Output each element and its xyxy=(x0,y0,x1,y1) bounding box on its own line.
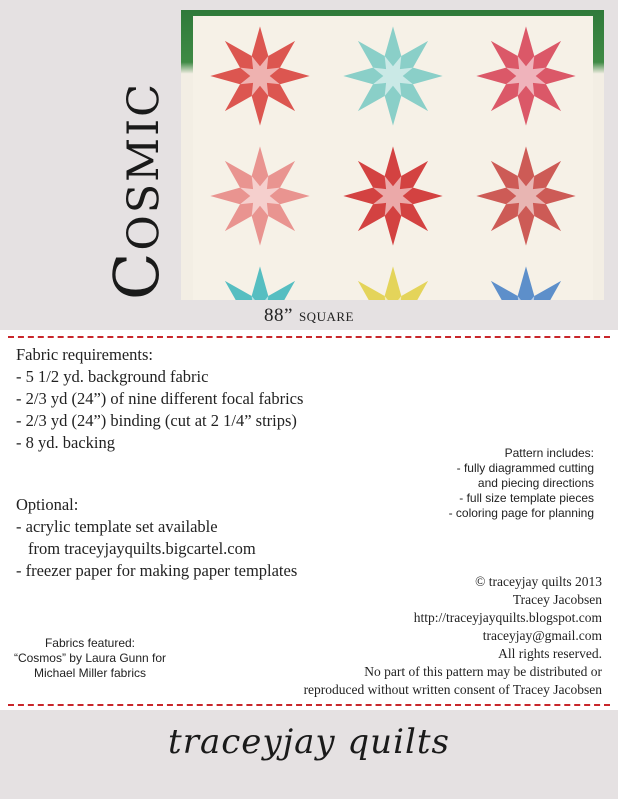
fabric-requirements xyxy=(16,344,303,454)
star-shape xyxy=(343,266,442,300)
fabrics-featured-line: “Cosmos” by Laura Gunn for xyxy=(13,651,167,665)
star-block-icon xyxy=(466,22,586,130)
list-item: - 5 1/2 yd. background fabric xyxy=(16,367,209,386)
star-block-icon xyxy=(333,262,453,300)
list-item: - fully diagrammed cutting xyxy=(456,461,594,475)
size-number: 88” xyxy=(264,305,293,326)
star-block-icon xyxy=(200,142,320,250)
quilt-block xyxy=(326,16,459,136)
quilt-photo xyxy=(181,10,604,300)
author-name: Tracey Jacobsen xyxy=(512,592,602,607)
list-item: from traceyjayquilts.bigcartel.com xyxy=(28,539,256,558)
list-item: - acrylic template set available xyxy=(16,517,218,536)
size-word: square xyxy=(298,305,354,326)
pattern-title: Cosmic xyxy=(100,81,173,300)
quilt-grid xyxy=(193,16,593,300)
fabrics-featured-line: Michael Miller fabrics xyxy=(33,666,147,680)
optional-heading: Optional: xyxy=(16,495,79,514)
pattern-includes xyxy=(374,446,594,521)
fabrics-featured-heading: Fabrics featured: xyxy=(44,636,136,650)
rights-line: All rights reserved. xyxy=(498,646,602,661)
copyright-notice xyxy=(242,573,602,699)
quilt-block xyxy=(460,16,593,136)
list-item: - 8 yd. backing xyxy=(16,433,115,452)
star-block-icon xyxy=(200,22,320,130)
quilt-block xyxy=(326,256,459,300)
list-item: - 2/3 yd (24”) of nine different focal fabrics xyxy=(16,389,304,408)
size-label xyxy=(0,305,618,327)
dashed-divider-bottom xyxy=(8,704,610,706)
quilt-block xyxy=(460,136,593,256)
notice-line: No part of this pattern may be distributed or xyxy=(364,664,602,679)
star-shape xyxy=(477,266,576,300)
pattern-includes-heading: Pattern includes: xyxy=(504,446,594,460)
notice-line: reproduced without written consent of Tracey Jacobsen xyxy=(303,682,602,697)
quilt-block xyxy=(193,256,326,300)
list-item: - 2/3 yd (24”) binding (cut at 2 1/4” strips) xyxy=(16,411,297,430)
email: traceyjay@gmail.com xyxy=(482,628,602,643)
star-block-icon xyxy=(333,22,453,130)
star-block-icon xyxy=(466,262,586,300)
fabrics-featured xyxy=(10,636,170,681)
quilt-block xyxy=(460,256,593,300)
list-item: - full size template pieces xyxy=(459,491,594,505)
list-item: - freezer paper for making paper templates xyxy=(16,561,298,580)
brand-logo-text: traceyjay quilts xyxy=(168,722,450,762)
optional-section xyxy=(16,494,297,582)
blog-url: http://traceyjayquilts.blogspot.com xyxy=(413,610,602,625)
star-block-icon xyxy=(333,142,453,250)
star-block-icon xyxy=(200,262,320,300)
quilt-block xyxy=(193,16,326,136)
star-block-icon xyxy=(466,142,586,250)
dashed-divider-top xyxy=(8,336,610,338)
list-item: and piecing directions xyxy=(477,476,594,490)
fabric-requirements-heading: Fabric requirements: xyxy=(16,345,153,364)
star-shape xyxy=(210,266,309,300)
quilt-block xyxy=(326,136,459,256)
quilt-block xyxy=(193,136,326,256)
list-item: - coloring page for planning xyxy=(448,506,594,520)
copyright-line: © traceyjay quilts 2013 xyxy=(475,574,602,589)
